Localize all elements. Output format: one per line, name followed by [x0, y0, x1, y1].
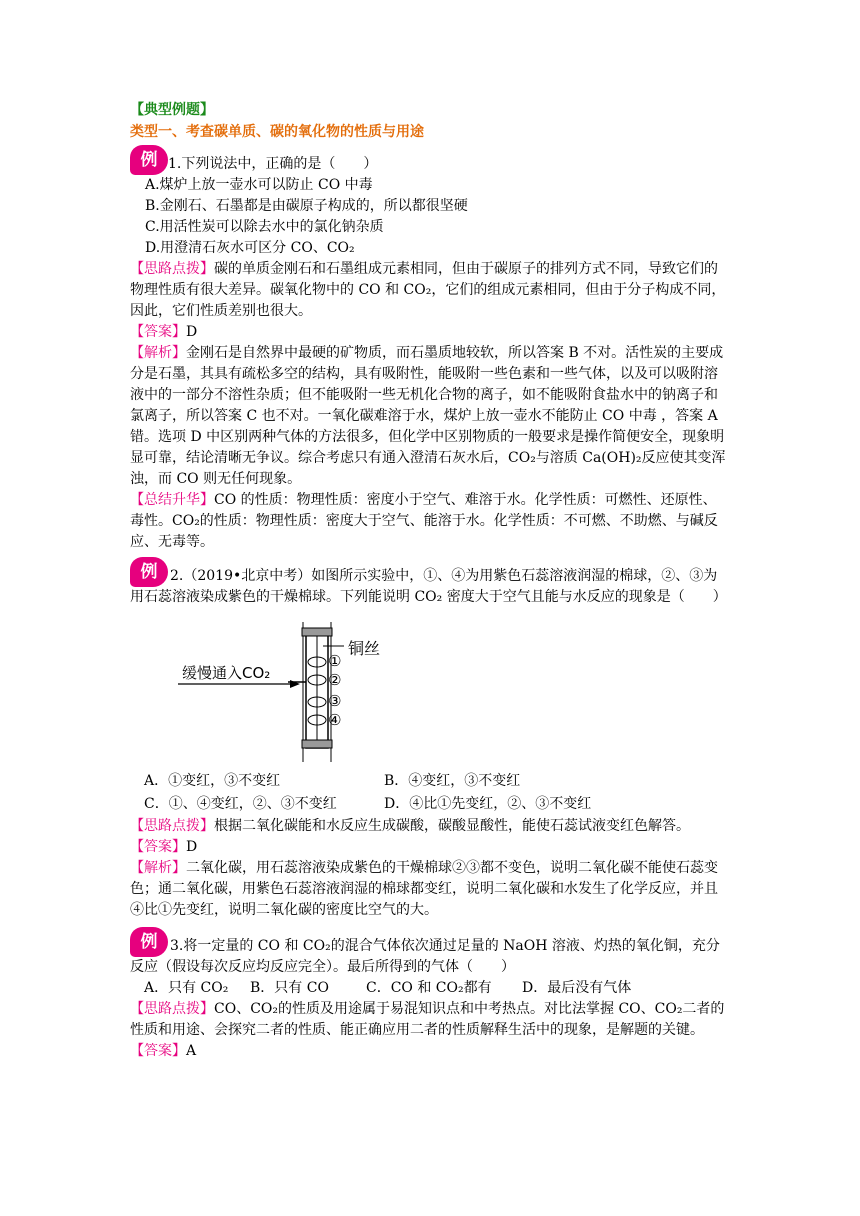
example-badge: 例 [130, 557, 168, 587]
q3-hint [130, 999, 730, 1041]
section-heading: 【典型例题】 [130, 102, 214, 118]
summary-text: CO 的性质：物理性质：密度小于空气、难溶于水。化学性质：可燃性、还原性、毒性。CO₂的性质：物理性质：密度大于空气、能溶于水。化学性质：不可燃、不助燃、与碱反应、无毒等。 [130, 492, 718, 550]
hint-tag: 【思路点拨】 [130, 261, 214, 277]
hint-text: 碳的单质金刚石和石墨组成元素相同，但由于碳原子的排列方式不同，导致它们的物理性质有很大差异。碳氧化物中的 CO 和 CO₂，它们的组成元素相同，但由于分子构成不同，因此，它们性质差别也很大。 [130, 261, 726, 319]
q1-stem: 1.下列说法中，正确的是（ ） [168, 156, 378, 172]
q3-stem: 3.将一定量的 CO 和 CO₂的混合气体依次通过足量的 NaOH 溶液、灼热的氧化铜，充分反应（假设每次反应均反应完全）。最后所得到的气体（ ） [130, 938, 720, 975]
answer-tag: 【答案】 [130, 324, 186, 340]
q3-options [130, 978, 730, 999]
q2-answer [130, 837, 730, 858]
type-title: 类型一、考查碳单质、碳的氧化物的性质与用途 [130, 124, 424, 140]
q2-option-a: A．①变红，③不变红 [144, 773, 281, 789]
q1-analysis [130, 343, 730, 490]
q3-option-c: C．CO 和 CO₂都有 [366, 980, 492, 996]
q1-option-b: B.金刚石、石墨都是由碳原子构成的，所以都很坚硬 [145, 198, 468, 214]
hint-tag: 【思路点拨】 [130, 818, 214, 834]
apparatus-diagram [178, 622, 438, 762]
document-page [130, 100, 730, 1062]
ball-label-3: ③ [328, 692, 342, 710]
experiment-figure [178, 622, 438, 762]
q1-option-c: C.用活性炭可以除去水中的氯化钠杂质 [145, 219, 384, 235]
summary-tag: 【总结升华】 [130, 492, 214, 508]
q2-option-c: C．①、④变红，②、③不变红 [144, 796, 337, 812]
hint-text: CO、CO₂的性质及用途属于易混知识点和中考热点。对比法掌握 CO、CO₂二者的性质和用途、会探究二者的性质、能正确应用二者的性质解释生活中的现象，是解题的关键。 [130, 1001, 725, 1038]
answer-value: D [186, 839, 198, 855]
example-badge: 例 [130, 927, 168, 957]
q2-hint [130, 816, 730, 837]
q2-options-row-2 [130, 793, 730, 816]
ball-label-1: ① [328, 652, 342, 670]
q3-answer [130, 1041, 730, 1062]
wire-label: 铜丝 [348, 639, 381, 658]
q1-summary [130, 490, 730, 553]
analysis-text: 金刚石是自然界中最硬的矿物质，而石墨质地较软，所以答案 B 不对。活性炭的主要成分是石墨，其具有疏松多空的结构，具有吸附性，能吸附一些色素和一些气体，以及可以吸附溶液中的一部分不溶性杂质；但不能吸附一些无机化合物的离子，如不能吸附食盐水中的钠离子和氯离子，所以答案 C 也不对。一氧化碳难溶于水，煤炉上放一壶水不能防止 CO 中毒 ，答案 A 错。选项 D 中区别两种气体的方法很多，但化学中区别物质的一般要求是操作简便安全，现象明显可靠，结论清晰无争议。综合考虑只有通入澄清石灰水后，CO₂与溶质 Ca(OH)₂反应使其变浑浊，而 CO 则无任何现象。 [130, 345, 726, 487]
q2-stem: 2.（2019•北京中考）如图所示实验中，①、④为用紫色石蕊溶液润湿的棉球，②、③为用石蕊溶液染成紫色的干燥棉球。下列能说明 CO₂ 密度大于空气且能与水反应的现象是（ ） [130, 568, 727, 605]
q2-analysis [130, 858, 730, 921]
question-1 [130, 145, 730, 175]
q1-hint [130, 259, 730, 322]
q2-option-d: D．④比①先变红，②、③不变红 [384, 796, 592, 812]
q2-options-row-1 [130, 770, 730, 793]
example-badge: 例 [130, 145, 168, 175]
inlet-label: 缓慢通入CO₂ [182, 664, 271, 682]
answer-tag: 【答案】 [130, 1043, 186, 1059]
answer-tag: 【答案】 [130, 839, 186, 855]
ball-label-2: ② [328, 671, 342, 689]
answer-value: D [186, 324, 198, 340]
q1-option-a: A.煤炉上放一壶水可以防止 CO 中毒 [145, 177, 373, 193]
q3-option-d: D．最后没有气体 [522, 980, 632, 996]
q1-option-d: D.用澄清石灰水可区分 CO、CO₂ [145, 240, 355, 256]
ball-label-4: ④ [328, 711, 342, 729]
q3-option-a: A．只有 CO₂ [144, 980, 229, 996]
analysis-tag: 【解析】 [130, 860, 186, 876]
analysis-text: 二氧化碳，用石蕊溶液染成紫色的干燥棉球②③都不变色，说明二氧化碳不能使石蕊变色；通二氧化碳，用紫色石蕊溶液润湿的棉球都变红，说明二氧化碳和水发生了化学反应，并且④比①先变红，说明二氧化碳的密度比空气的大。 [130, 860, 718, 918]
answer-value: A [186, 1043, 197, 1059]
q1-answer [130, 322, 730, 343]
hint-tag: 【思路点拨】 [130, 1001, 214, 1017]
analysis-tag: 【解析】 [130, 345, 186, 361]
q3-option-b: B．只有 CO [250, 980, 329, 996]
q2-option-b: B．④变红，③不变红 [384, 773, 521, 789]
hint-text: 根据二氧化碳能和水反应生成碳酸，碳酸显酸性，能使石蕊试液变红色解答。 [214, 818, 690, 834]
